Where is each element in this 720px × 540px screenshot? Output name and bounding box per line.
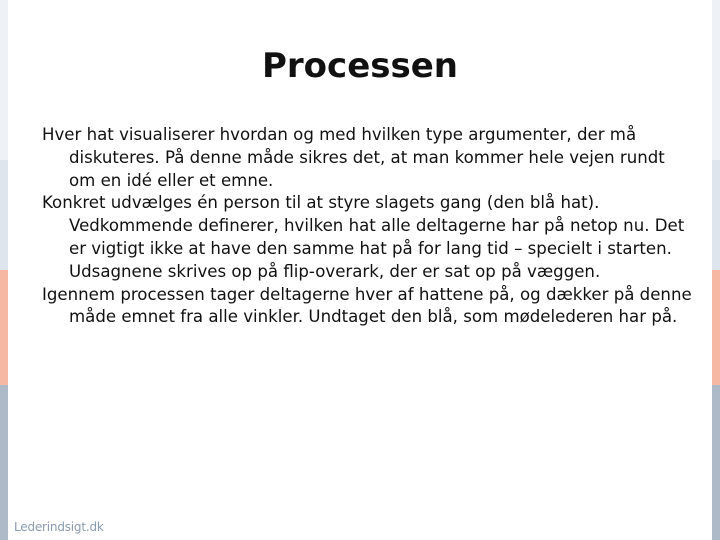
- paragraph-2: Konkret udvælges én person til at styre slagets gang (den blå hat). Vedkommende definerer, hvilken hat alle deltagerne har på netop nu. Det er vigtigt ikke at have den samme hat på for lang tid – specielt i starten. Udsagnene skrives op på flip-overark, der er sat op på væggen.: [42, 193, 685, 281]
- logo: Lederindsigt.dk: [14, 520, 104, 534]
- slide-body: [42, 124, 692, 329]
- paragraph-1: Hver hat visualiserer hvordan og med hvilken type argumenter, der må diskuteres. På denne måde sikres det, at man kommer hele vejen rundt om en idé eller et emne.: [42, 125, 665, 190]
- paragraph-3: Igennem processen tager deltagerne hver af hattene på, og dækker på denne måde emnet fra alle vinkler. Undtaget den blå, som mødelederen har på.: [42, 284, 692, 327]
- slide-title: Processen: [262, 46, 458, 86]
